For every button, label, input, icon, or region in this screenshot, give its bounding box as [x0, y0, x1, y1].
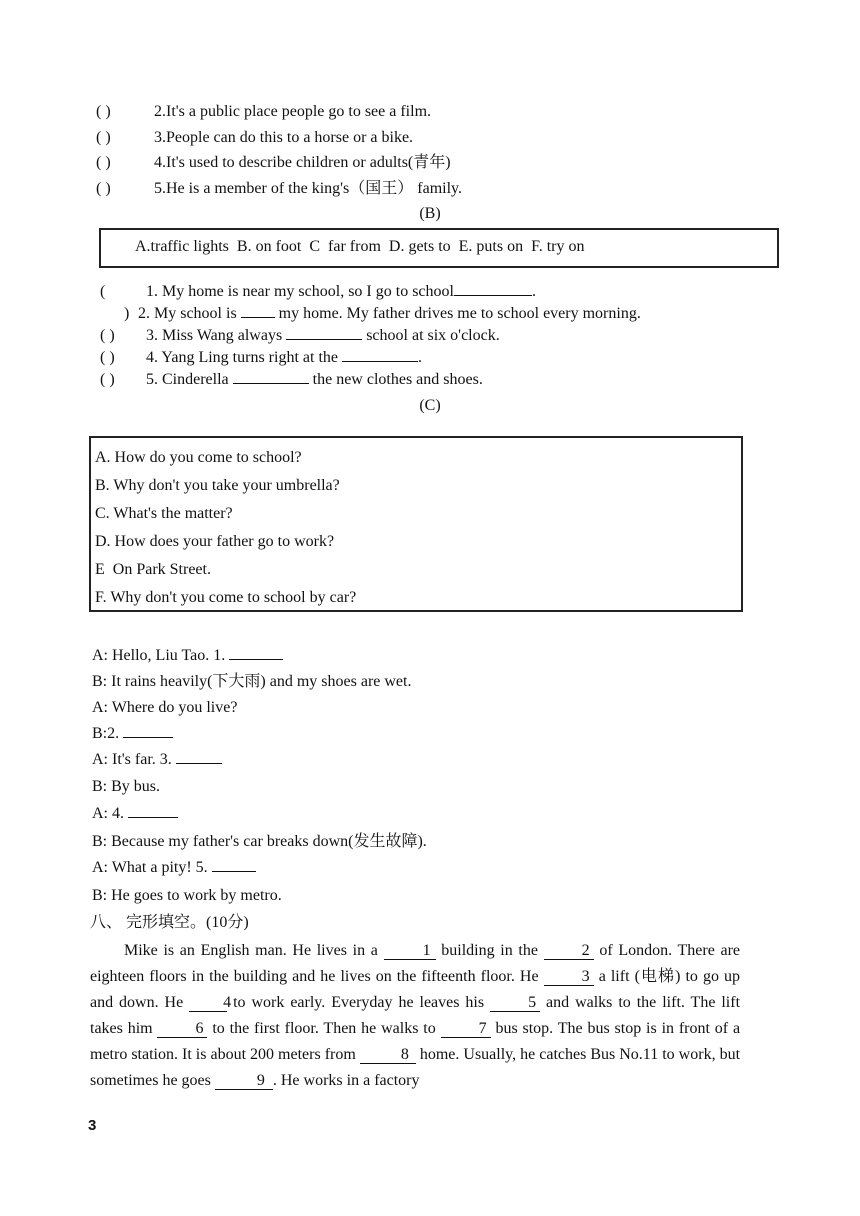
answer-paren[interactable]: ( ) — [96, 129, 111, 146]
passage-text: Mike is an English man. He lives in a — [124, 942, 378, 959]
dialogue-line-2: B: It rains heavily(下大雨) and my shoes are wet. — [92, 673, 412, 690]
answer-blank[interactable] — [454, 295, 532, 296]
dialogue-text: A: What a pity! 5. — [92, 859, 208, 876]
option-c: C. What's the matter? — [95, 505, 233, 522]
cloze-blank-9[interactable]: 9 — [215, 1073, 273, 1090]
question-text: 3.People can do this to a horse or a bike. — [154, 129, 414, 146]
section-c-heading: (C) — [419, 397, 441, 414]
question-text: 2. My school is — [138, 305, 237, 322]
question-text-end: school at six o'clock. — [366, 327, 500, 344]
option-a: A. How do you come to school? — [95, 449, 302, 466]
question-text-end: the new clothes and shoes. — [312, 371, 483, 388]
question-a-2 — [96, 102, 431, 122]
question-text: 3. Miss Wang always — [146, 327, 283, 344]
question-a-3 — [96, 128, 413, 148]
answer-paren[interactable]: ( ) — [96, 180, 111, 197]
answer-paren[interactable]: ( ) — [96, 103, 111, 120]
answer-paren[interactable]: ( ) — [100, 371, 115, 388]
question-text-end: . — [418, 349, 422, 366]
cloze-blank-7[interactable]: 7 — [441, 1021, 491, 1038]
dialogue-line-6: B: By bus. — [92, 778, 161, 795]
cloze-blank-5[interactable]: 5 — [490, 995, 540, 1012]
answer-paren[interactable]: ( — [100, 283, 106, 300]
question-b-3 — [100, 326, 500, 346]
cloze-blank-4[interactable]: 4 — [189, 995, 227, 1012]
question-text-end: . — [531, 283, 536, 300]
cloze-passage — [90, 938, 740, 1094]
question-text: 2.It's a public place people go to see a film. — [154, 103, 432, 120]
option-f: F. Why don't you come to school by car? — [95, 589, 357, 606]
passage-text: building in the — [441, 942, 538, 959]
question-b-2 — [124, 304, 641, 324]
passage-text: home. Usually, he catches Bus No.11 to work, but sometimes he goes — [90, 1046, 741, 1089]
passage-text: of London. There are eighteen floors in the building and he lives on the fifteenth floor. He — [90, 942, 741, 985]
question-text: 5.He is a member of the king's（国王） family. — [154, 180, 463, 197]
passage-text: bus stop. The bus stop is in front of a metro station. It is about 200 meters from — [90, 1020, 741, 1063]
dialogue-line-9 — [92, 858, 256, 878]
question-b-4 — [100, 348, 422, 368]
option-e: E On Park Street. — [95, 561, 211, 578]
cloze-blank-8[interactable]: 8 — [360, 1047, 416, 1064]
question-text: 1. My home is near my school, so I go to school — [146, 283, 454, 300]
dialogue-line-8: B: Because my father's car breaks down(发生故障). — [92, 833, 427, 850]
dialogue-line-4 — [92, 724, 173, 744]
question-a-4 — [96, 153, 451, 173]
answer-blank[interactable] — [176, 763, 222, 764]
question-b-5 — [100, 370, 483, 390]
option-b: B. Why don't you take your umbrella? — [95, 477, 340, 494]
cloze-title: 八、 完形填空。(10分) — [90, 914, 249, 931]
section-b-options: A.traffic lights B. on foot C far from D. gets to E. puts on F. try on — [135, 238, 585, 255]
dialogue-line-5 — [92, 750, 222, 770]
answer-blank[interactable] — [123, 737, 173, 738]
dialogue-line-10: B: He goes to work by metro. — [92, 887, 282, 904]
passage-text: . He works in a factory — [272, 1072, 420, 1089]
question-a-5 — [96, 179, 462, 199]
question-text: 4. Yang Ling turns right at the — [146, 349, 338, 366]
dialogue-line-3: A: Where do you live? — [92, 699, 238, 716]
answer-paren[interactable]: ( ) — [100, 327, 115, 344]
dialogue-text: B:2. — [92, 725, 120, 742]
answer-blank[interactable] — [286, 339, 362, 340]
answer-paren[interactable]: ) — [124, 305, 130, 322]
question-text: 5. Cinderella — [146, 371, 229, 388]
dialogue-text: A: 4. — [92, 805, 124, 822]
dialogue-text: A: It's far. 3. — [92, 751, 172, 768]
cloze-blank-2[interactable]: 2 — [544, 943, 594, 960]
answer-paren[interactable]: ( ) — [96, 154, 111, 171]
answer-blank[interactable] — [128, 817, 178, 818]
page-number: 3 — [88, 1117, 97, 1134]
section-b-options-box — [99, 228, 779, 268]
answer-blank[interactable] — [229, 659, 283, 660]
answer-blank[interactable] — [212, 871, 256, 872]
dialogue-line-7 — [92, 804, 178, 824]
cloze-blank-6[interactable]: 6 — [157, 1021, 207, 1038]
question-text: 4.It's used to describe children or adults(青年) — [154, 154, 451, 171]
question-text-end: my home. My father drives me to school every morning. — [278, 305, 641, 322]
passage-text: to the first floor. Then he walks to — [212, 1020, 436, 1037]
answer-blank[interactable] — [233, 383, 309, 384]
section-c-options-box — [89, 436, 743, 612]
dialogue-text: A: Hello, Liu Tao. 1. — [92, 647, 226, 664]
cloze-blank-3[interactable]: 3 — [544, 969, 594, 986]
answer-blank[interactable] — [342, 361, 418, 362]
answer-blank[interactable] — [241, 317, 275, 318]
answer-paren[interactable]: ( ) — [100, 349, 115, 366]
option-d: D. How does your father go to work? — [95, 533, 335, 550]
passage-text: and walks to the lift. The lift takes him — [90, 994, 741, 1037]
dialogue-line-1 — [92, 646, 283, 666]
question-b-1 — [100, 282, 536, 302]
passage-text: to work early. Everyday he leaves his — [233, 994, 485, 1011]
section-b-heading: (B) — [419, 205, 441, 222]
cloze-blank-1[interactable]: 1 — [384, 943, 436, 960]
passage-text: a lift (电梯) to go up and down. He — [90, 968, 741, 1011]
